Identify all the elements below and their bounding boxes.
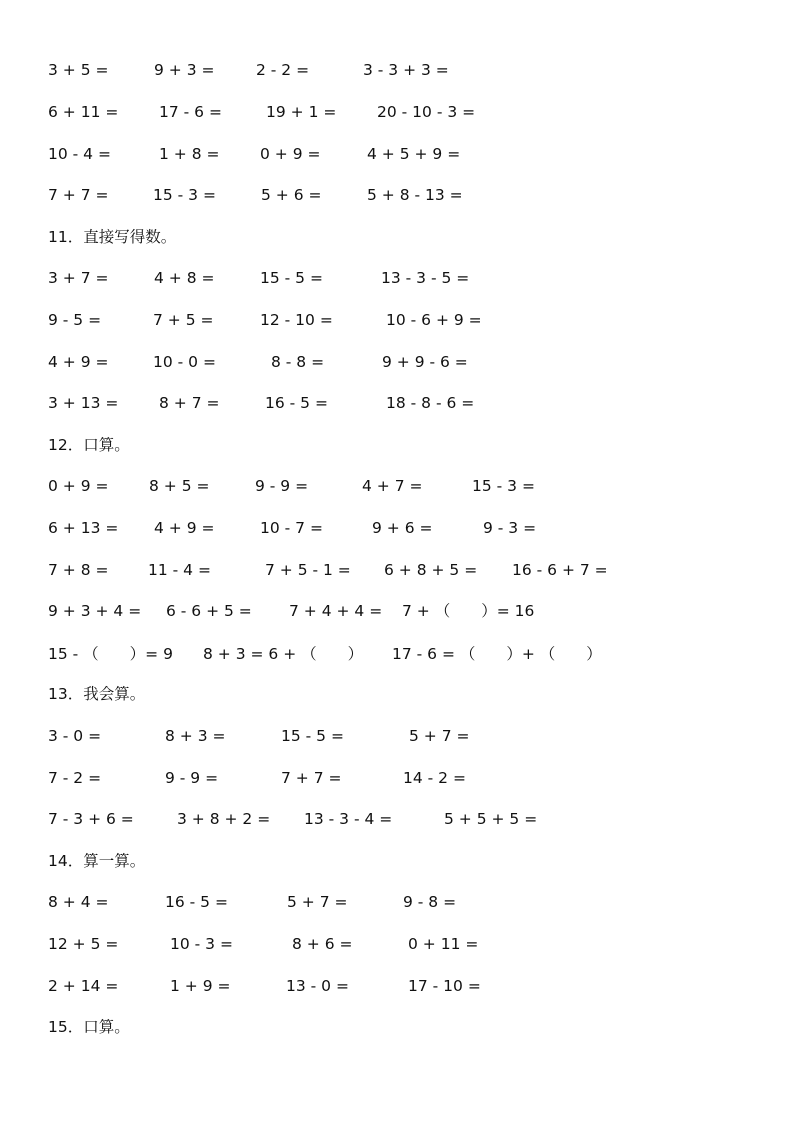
problem: 7 + 4 + 4 = (289, 602, 383, 620)
problem-row (48, 351, 768, 373)
problem: 15 - 5 = (260, 269, 323, 287)
problem-row (48, 392, 768, 414)
problem-row (48, 725, 768, 747)
problem: 9 + 9 - 6 = (382, 353, 468, 371)
problem: 9 + 3 + 4 = (48, 602, 142, 620)
problem: 5 + 7 = (409, 727, 470, 745)
problem: 2 - 2 = (256, 61, 310, 79)
section-heading: 13．我会算。 (48, 685, 146, 703)
problem: 8 + 4 = (48, 893, 109, 911)
problem: 5 + 7 = (287, 893, 348, 911)
problem: 6 + 8 + 5 = (384, 561, 478, 579)
problem: 3 + 13 = (48, 394, 119, 412)
problem-row (48, 517, 768, 539)
problem: 8 - 8 = (271, 353, 325, 371)
problem: 4 + 9 = (154, 519, 215, 537)
problem: 5 + 5 + 5 = (444, 810, 538, 828)
problem: 13 - 3 - 4 = (304, 810, 393, 828)
problem: 7 + 8 = (48, 561, 109, 579)
problem: 5 + 6 = (261, 186, 322, 204)
problem: 4 + 8 = (154, 269, 215, 287)
problem: 17 - 10 = (408, 977, 481, 995)
problem-row (48, 309, 768, 331)
problem: 10 - 4 = (48, 145, 111, 163)
problem: 9 - 9 = (255, 477, 309, 495)
problem: 7 + （ ）= 16 (402, 602, 535, 620)
problem-row (48, 475, 768, 497)
problem: 8 + 3 = 6 + （ ） (203, 645, 364, 663)
problem: 0 + 9 = (260, 145, 321, 163)
problem: 2 + 14 = (48, 977, 119, 995)
problem: 18 - 8 - 6 = (386, 394, 475, 412)
problem: 9 - 3 = (483, 519, 537, 537)
problem: 3 + 5 = (48, 61, 109, 79)
problem-row (48, 767, 768, 789)
problem: 17 - 6 = （ ）+ （ ） (392, 645, 602, 663)
problem-row (48, 600, 768, 622)
problem: 7 + 7 = (48, 186, 109, 204)
problem: 3 - 3 + 3 = (363, 61, 449, 79)
problem: 17 - 6 = (159, 103, 222, 121)
problem: 16 - 6 + 7 = (512, 561, 608, 579)
problem: 19 + 1 = (266, 103, 337, 121)
problem-row (48, 267, 768, 289)
problem: 13 - 3 - 5 = (381, 269, 470, 287)
problem: 7 - 3 + 6 = (48, 810, 134, 828)
problem: 10 - 7 = (260, 519, 323, 537)
section-heading: 15．口算。 (48, 1018, 130, 1036)
problem: 4 + 9 = (48, 353, 109, 371)
problem: 10 - 6 + 9 = (386, 311, 482, 329)
problem: 1 + 9 = (170, 977, 231, 995)
problem-row (48, 933, 768, 955)
problem: 12 - 10 = (260, 311, 333, 329)
problem: 8 + 5 = (149, 477, 210, 495)
problem: 8 + 6 = (292, 935, 353, 953)
problem: 12 + 5 = (48, 935, 119, 953)
problem: 11 - 4 = (148, 561, 211, 579)
problem: 3 + 8 + 2 = (177, 810, 271, 828)
problem: 0 + 9 = (48, 477, 109, 495)
problem-row (48, 143, 768, 165)
section-heading: 14．算一算。 (48, 852, 146, 870)
problem: 7 + 7 = (281, 769, 342, 787)
problem: 3 - 0 = (48, 727, 102, 745)
section-heading: 12．口算。 (48, 436, 130, 454)
problem: 20 - 10 - 3 = (377, 103, 476, 121)
problem: 5 + 8 - 13 = (367, 186, 463, 204)
problem: 4 + 5 + 9 = (367, 145, 461, 163)
problem-row (48, 975, 768, 997)
problem: 7 + 5 = (153, 311, 214, 329)
problem: 9 + 3 = (154, 61, 215, 79)
problem: 16 - 5 = (265, 394, 328, 412)
problem: 9 - 8 = (403, 893, 457, 911)
problem: 7 + 5 - 1 = (265, 561, 351, 579)
problem: 16 - 5 = (165, 893, 228, 911)
problem: 6 + 13 = (48, 519, 119, 537)
problem-row (48, 184, 768, 206)
problem: 4 + 7 = (362, 477, 423, 495)
problem: 15 - （ ）= 9 (48, 645, 173, 663)
problem-row (48, 643, 768, 665)
problem: 3 + 7 = (48, 269, 109, 287)
problem: 9 - 9 = (165, 769, 219, 787)
section-heading: 11．直接写得数。 (48, 228, 177, 246)
problem: 8 + 3 = (165, 727, 226, 745)
problem: 9 + 6 = (372, 519, 433, 537)
problem: 7 - 2 = (48, 769, 102, 787)
problem-row (48, 59, 768, 81)
problem: 14 - 2 = (403, 769, 466, 787)
problem: 10 - 3 = (170, 935, 233, 953)
problem: 15 - 3 = (472, 477, 535, 495)
problem: 10 - 0 = (153, 353, 216, 371)
problem-row (48, 559, 768, 581)
problem: 9 - 5 = (48, 311, 102, 329)
problem: 6 - 6 + 5 = (166, 602, 252, 620)
problem: 6 + 11 = (48, 103, 119, 121)
problem: 15 - 3 = (153, 186, 216, 204)
problem: 15 - 5 = (281, 727, 344, 745)
problem: 0 + 11 = (408, 935, 479, 953)
problem-row (48, 101, 768, 123)
problem: 1 + 8 = (159, 145, 220, 163)
problem-row (48, 808, 768, 830)
problem: 8 + 7 = (159, 394, 220, 412)
problem-row (48, 891, 768, 913)
problem: 13 - 0 = (286, 977, 349, 995)
